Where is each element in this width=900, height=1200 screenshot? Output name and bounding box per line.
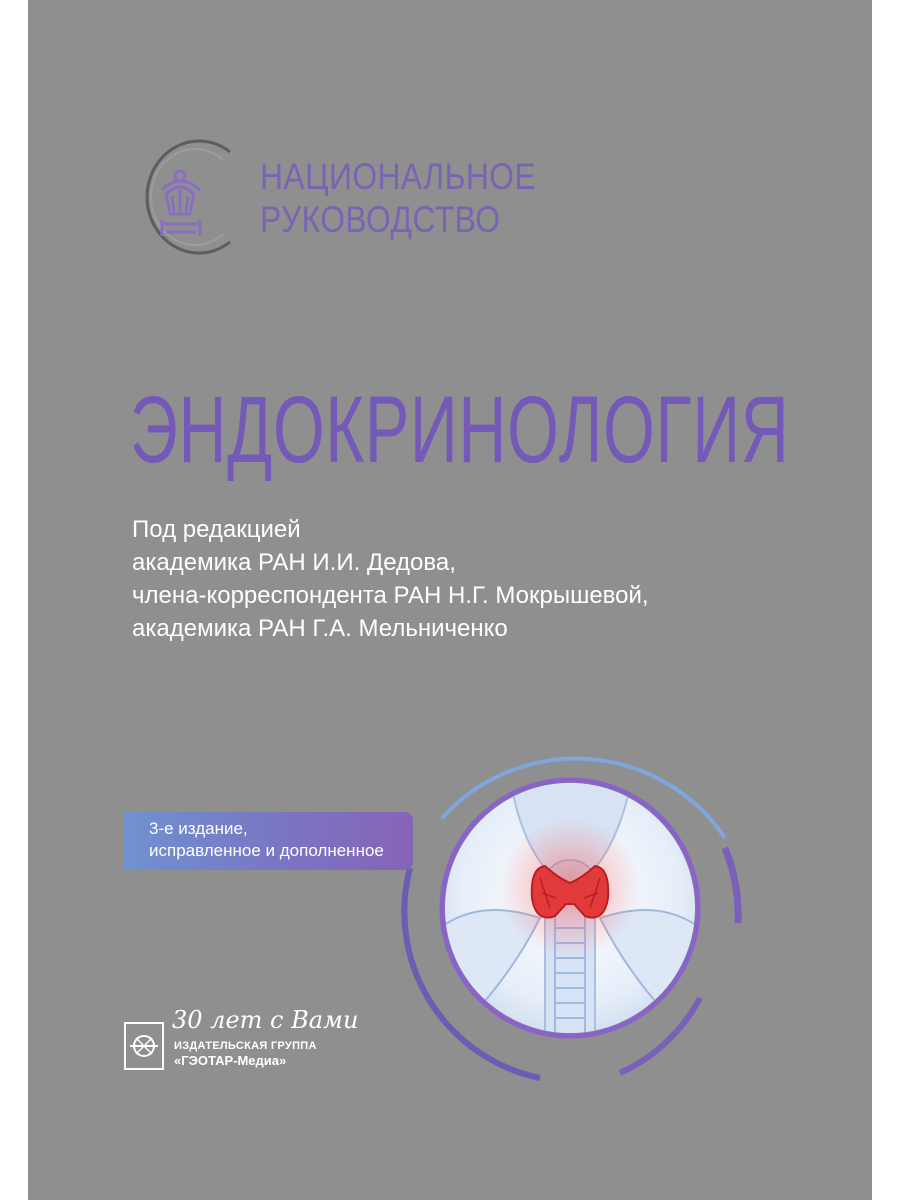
edition-line-2: исправленное и дополненное [149, 841, 384, 860]
series-line-2: РУКОВОДСТВО [260, 199, 501, 240]
editor-3: академика РАН Г.А. Мельниченко [132, 615, 508, 642]
publisher-logo-icon [124, 1022, 164, 1070]
editors-block [132, 513, 649, 645]
national-guide-logo-icon [122, 132, 242, 262]
book-title: ЭНДОКРИНОЛОГИЯ [130, 377, 790, 483]
series-name [260, 155, 536, 241]
publisher-name: «ГЭОТАР-Медиа» [174, 1053, 287, 1068]
publisher-slogan: 30 лет с Вами [172, 1006, 359, 1034]
series-line-1: НАЦИОНАЛЬНОЕ [260, 156, 537, 197]
editors-intro: Под редакцией [132, 516, 301, 543]
edition-badge [123, 812, 413, 870]
publisher-group-label: ИЗДАТЕЛЬСКАЯ ГРУППА [174, 1040, 317, 1052]
edition-line-1: 3-е издание, [149, 819, 248, 838]
editor-2: члена-корреспондента РАН Н.Г. Мокрышевой, [132, 582, 649, 609]
editor-1: академика РАН И.И. Дедова, [132, 549, 456, 576]
thyroid-illustration [370, 728, 750, 1088]
